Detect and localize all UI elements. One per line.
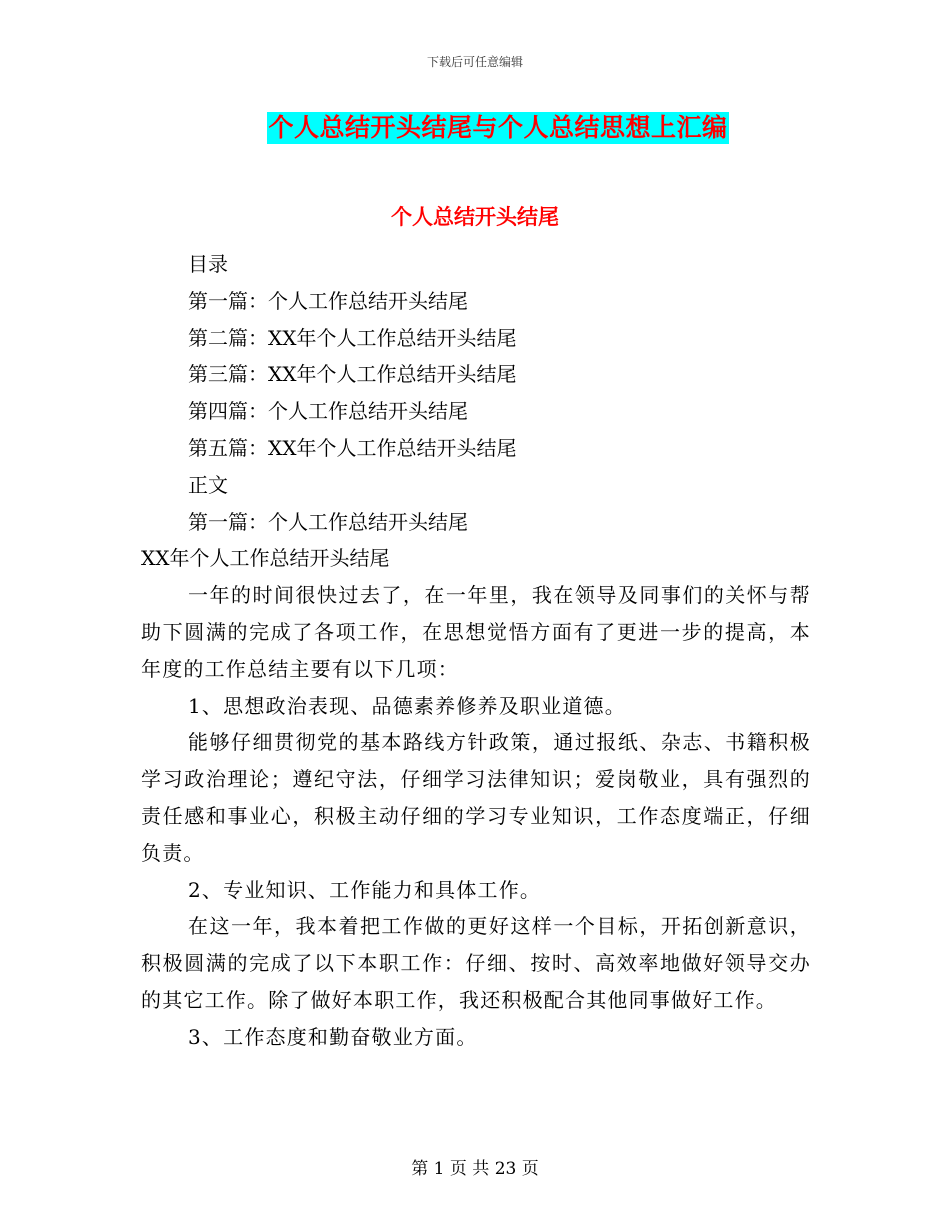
paragraph: 在这一年，我本着把工作做的更好这样一个目标，开拓创新意识，积极圆满的完成了以下本职工作：仔细、按时、高效率地做好领导交办的其它工作。除了做好本职工作，我还积极配合其他同事做好工作。 xyxy=(141,914,811,1012)
section-title: 个人总结开头结尾 xyxy=(391,204,559,229)
toc-item: 第五篇：XX年个人工作总结开头结尾 xyxy=(188,435,517,460)
body-heading: 正文 xyxy=(188,472,228,497)
paragraph: 一年的时间很快过去了，在一年里，我在领导及同事们的关怀与帮助下圆满的完成了各项工作，在思想觉悟方面有了更进一步的提高，本年度的工作总结主要有以下几项： xyxy=(141,583,811,681)
page-number-footer: 第 1 页 共 23 页 xyxy=(411,1159,539,1179)
toc-item: 第二篇：XX年个人工作总结开头结尾 xyxy=(188,325,517,350)
paragraph: 3、工作态度和勤奋敬业方面。 xyxy=(188,1024,478,1049)
main-title: 个人总结开头结尾与个人总结思想上汇编 xyxy=(268,113,728,142)
paragraph: 2、专业知识、工作能力和具体工作。 xyxy=(188,877,542,902)
paragraph: 1、思想政治表现、品德素养修养及职业道德。 xyxy=(188,693,626,718)
main-title-container xyxy=(0,112,950,144)
header-note: 下载后可任意编辑 xyxy=(426,55,523,69)
toc-heading: 目录 xyxy=(188,252,228,276)
toc-item: 第三篇：XX年个人工作总结开头结尾 xyxy=(188,362,517,387)
document-body xyxy=(141,246,811,1056)
paragraph: 能够仔细贯彻党的基本路线方针政策，通过报纸、杂志、书籍积极学习政治理论；遵纪守法，仔细学习法律知识；爱岗敬业，具有强烈的责任感和事业心，积极主动仔细的学习专业知识，工作态度端正，仔细负责。 xyxy=(141,730,811,865)
toc-item: 第四篇：个人工作总结开头结尾 xyxy=(188,399,468,424)
article-subheading: XX年个人工作总结开头结尾 xyxy=(141,546,390,571)
toc-item: 第一篇：个人工作总结开头结尾 xyxy=(188,288,468,313)
article-heading: 第一篇：个人工作总结开头结尾 xyxy=(188,509,468,534)
